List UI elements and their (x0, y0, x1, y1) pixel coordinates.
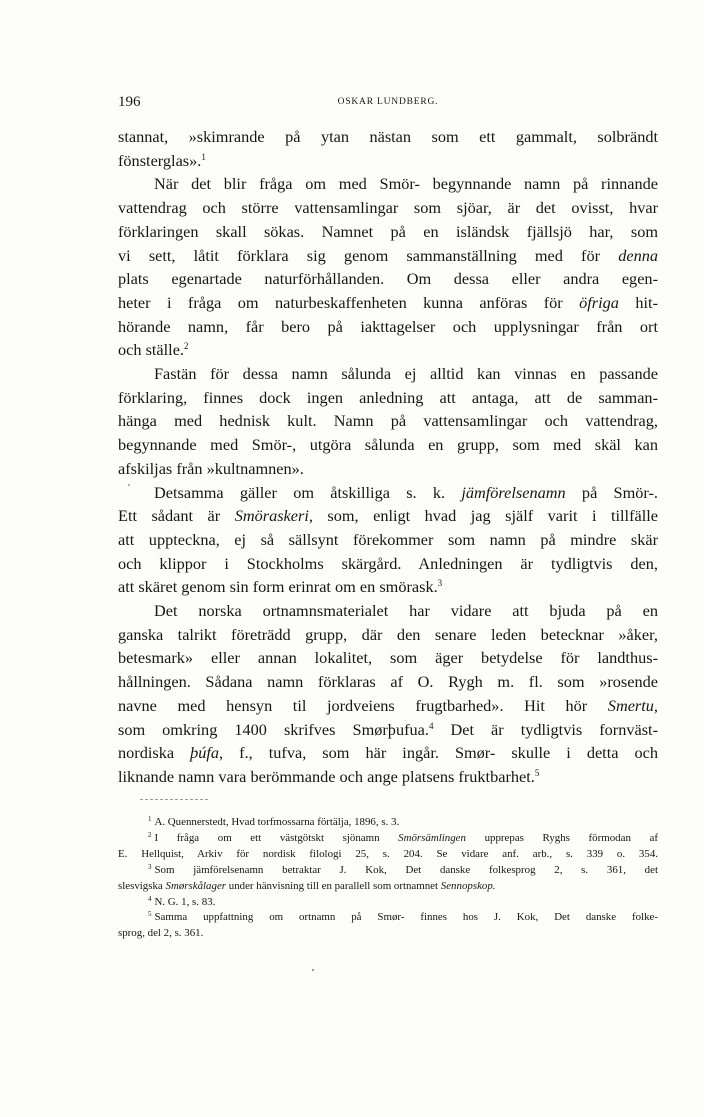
italic-term: jämförelsenamn (461, 482, 566, 502)
print-speck (312, 969, 314, 971)
text-line: hållningen. Sådana namn förklaras af O. Rygh m. fl. som »rosende (118, 672, 658, 692)
text-line: stannat, »skimrande på ytan nästan som ett gammalt, solbrändt (118, 127, 658, 146)
text-line: vattendrag och större vattensamlingar som sjöar, är det ovisst, hvar (118, 198, 658, 218)
italic-term: Smöraskeri, (234, 506, 313, 526)
text-line: förklaring, finnes dock ingen anledning att antaga, att de samman- (118, 387, 658, 407)
paragraph-4 (118, 481, 658, 600)
text-line: nordiska þúfa, f., tufva, som här ingår. Smør- skulle i detta och (118, 743, 658, 763)
italic-term: denna (618, 245, 658, 265)
footnote-ref: 3 (437, 578, 443, 589)
footnote-ref: 4 (428, 720, 434, 731)
footnote-1: $^1$ A. Quennerstedt, Hvad torfmossarna förtälja, 1896, s. 3. (148, 815, 400, 828)
footnote-2-cont: E. Hellquist, Arkiv för nordisk filologi 25, s. 204. Se vidare anf. arb., s. 339 o. 354. (118, 847, 658, 860)
text-line: fönsterglas».$^1$ (118, 150, 206, 170)
text-line: När det blir fråga om med Smör- begynnande namn på rinnande (154, 174, 658, 194)
text-line: Ett sådant är Smöraskeri, som, enligt hvad jag själf varit i tillfälle (118, 506, 658, 526)
text-line: som omkring 1400 skrifves Smørþufua.$^4$ Det är tydligtvis fornväst- (118, 719, 659, 739)
text-line: navne med hensyn til jordveiens frugtbarhed». Hit hör Smertu, (118, 695, 658, 715)
footnote-ref: 5 (534, 767, 540, 778)
text-line: Det norska ortnamnsmaterialet har vidare att bjuda på en (154, 601, 658, 621)
footnote-ref: 2 (184, 341, 189, 352)
footnote-5: $^5$ Samma uppfattning om ortnamn på Smør- finnes hos J. Kok, Det danske folke- (148, 910, 658, 924)
text-line: heter i fråga om naturbeskaffenheten kunna anföras för öfriga hit- (118, 292, 658, 312)
text-line: ganska talrikt företrädd grupp, där den senare leden betecknar »åker, (118, 624, 658, 644)
italic-term: Smörsämlingen (398, 831, 466, 844)
text-line: begynnande med Smör-, utgöra sålunda en grupp, som med skäl kan (118, 435, 658, 455)
running-title: OSKAR LUNDBERG. (337, 97, 439, 107)
text-line: att skäret genom sin form erinrat om en smörask.$^3$ (118, 577, 443, 597)
italic-term: öfriga (579, 292, 619, 312)
footnote-3: $^3$ Som jämförelsenamn betraktar J. Kok, Det danske folkesprog 2, s. 361, det (148, 862, 658, 876)
paragraph-5 (118, 599, 658, 789)
text-line: liknande namn vara berömmande och ange platsens fruktbarhet.$^5$ (118, 766, 540, 786)
text-line: hörande namn, får bero på iakttagelser och upplysningar från ort (118, 316, 658, 336)
italic-term: Smertu, (607, 695, 658, 715)
footnotes (118, 815, 658, 942)
text-line: vi sett, låtit förklara sig genom sammanställning med för denna (118, 245, 658, 265)
paragraph-3 (118, 362, 658, 481)
text-line: Detsamma gäller om åtskilliga s. k. jämförelsenamn på Smör-. (154, 482, 658, 502)
body-text (118, 125, 658, 789)
italic-term: Sennopskop. (440, 879, 496, 892)
print-speck (128, 484, 130, 486)
footnote-2: $^2$ I fråga om ett västgötskt sjönamn Smörsämlingen upprepas Ryghs förmodan af (148, 830, 658, 844)
page-header (118, 94, 658, 114)
footnote-ref: 1 (201, 151, 206, 162)
text-line: Fastän för dessa namn sålunda ej alltid kan vinnas en passande (154, 364, 658, 384)
italic-term: þúfa, (190, 743, 224, 763)
page-number: 196 (118, 94, 141, 110)
footnote-3-cont: slesvigska Smørskålager under hänvisning till en parallell som ortnamnet Sennopskop. (118, 879, 496, 892)
text-line: plats egenartade naturförhållanden. Om dessa eller andra egen- (118, 269, 658, 289)
paragraph-1 (118, 125, 658, 172)
text-line: hänga med hednisk kult. Namn på vattensamlingar och vattendrag, (118, 411, 658, 431)
text-line: och klippor i Stockholms skärgård. Anledningen är tydligtvis den, (118, 553, 658, 573)
text-line: att uppteckna, ej så sällsynt förekommer som namn på mindre skär (118, 529, 658, 549)
footnote-4: $^4$ N. G. 1, s. 83. (148, 894, 216, 908)
text-line: förklaringen skall sökas. Namnet på en isländsk fjällsjö har, som (118, 221, 658, 241)
text-line: afskiljas från »kultnamnen». (118, 458, 304, 478)
paragraph-2 (118, 172, 658, 362)
italic-term: Smørskålager (165, 879, 227, 892)
footnote-rule (140, 799, 208, 800)
text-line: och ställe.$^2$ (118, 340, 189, 360)
footnote-5-cont: sprog, del 2, s. 361. (118, 927, 204, 940)
text-line: betesmark» eller annan lokalitet, som äger betydelse för landthus- (118, 648, 658, 668)
